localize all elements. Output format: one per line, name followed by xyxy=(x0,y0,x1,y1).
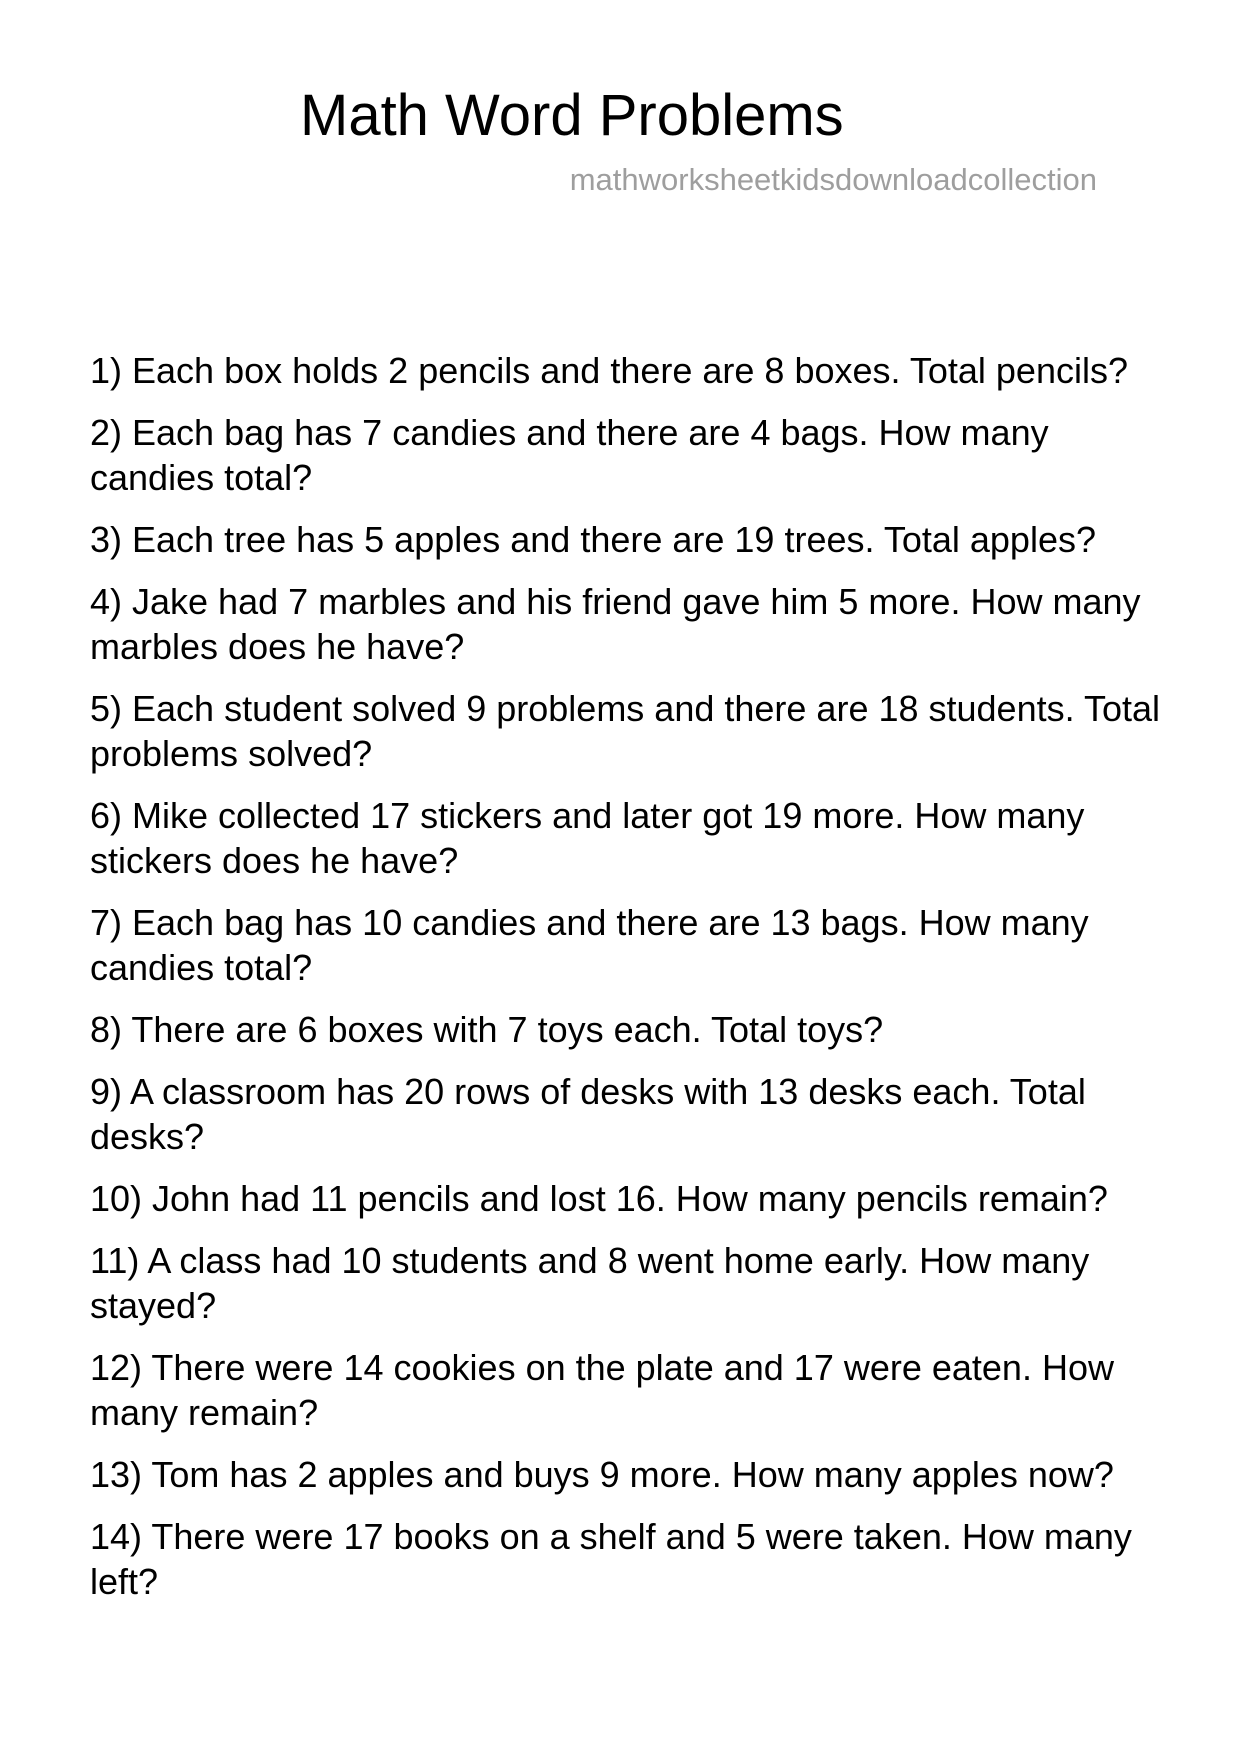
problem-item: 10) John had 11 pencils and lost 16. How many pencils remain? xyxy=(90,1178,1108,1219)
problem-item: 4) Jake had 7 marbles and his friend gave him 5 more. How many marbles does he have? xyxy=(90,581,1141,667)
problem-list xyxy=(90,348,1175,1604)
problem-item: 2) Each bag has 7 candies and there are 4 bags. How many candies total? xyxy=(90,412,1049,498)
problem-item: 6) Mike collected 17 stickers and later got 19 more. How many stickers does he have? xyxy=(90,795,1085,881)
problem-item: 7) Each bag has 10 candies and there are 13 bags. How many candies total? xyxy=(90,902,1089,988)
problem-item: 3) Each tree has 5 apples and there are 19 trees. Total apples? xyxy=(90,519,1096,560)
page-title: Math Word Problems xyxy=(300,83,844,148)
problem-item: 14) There were 17 books on a shelf and 5 were taken. How many left? xyxy=(90,1516,1132,1602)
problem-item: 8) There are 6 boxes with 7 toys each. Total toys? xyxy=(90,1009,884,1050)
problem-item: 5) Each student solved 9 problems and there are 18 students. Total problems solved? xyxy=(90,688,1160,774)
problem-item: 12) There were 14 cookies on the plate and 17 were eaten. How many remain? xyxy=(90,1347,1114,1433)
problem-item: 13) Tom has 2 apples and buys 9 more. How many apples now? xyxy=(90,1454,1114,1495)
problem-item: 1) Each box holds 2 pencils and there are 8 boxes. Total pencils? xyxy=(90,350,1128,391)
problem-item: 11) A class had 10 students and 8 went home early. How many stayed? xyxy=(90,1240,1090,1326)
page-subtitle: mathworksheetkidsdownloadcollection xyxy=(569,162,1097,197)
problem-item: 9) A classroom has 20 rows of desks with 13 desks each. Total desks? xyxy=(90,1071,1086,1157)
